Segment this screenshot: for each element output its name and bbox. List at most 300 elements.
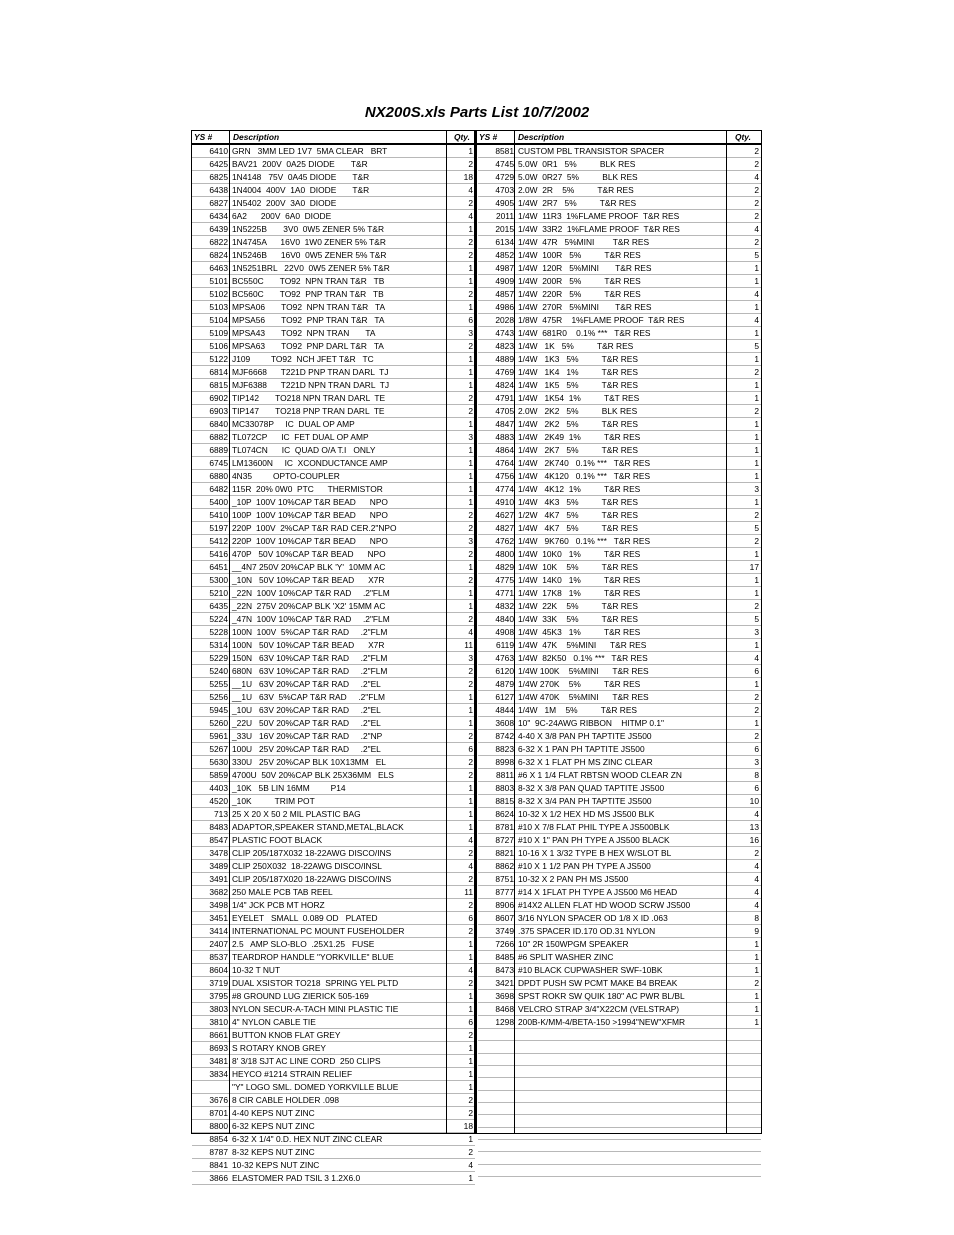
part-description: 1/4W 10K0 1% T&R RES — [516, 548, 727, 561]
part-description: 100U 25V 20%CAP T&R RAD .2"EL — [230, 743, 447, 756]
part-description: 10-32 KEPS NUT ZINC — [230, 1159, 447, 1172]
part-quantity: 1 — [447, 808, 475, 821]
part-number: 5224 — [192, 613, 230, 626]
part-number: 6127 — [478, 691, 516, 704]
part-quantity: 4 — [727, 860, 761, 873]
part-quantity: 2 — [727, 210, 761, 223]
part-quantity: 6 — [447, 912, 475, 925]
part-quantity: 4 — [447, 964, 475, 977]
part-description: __1U 63V 5%CAP T&R RAD .2"FLM — [230, 691, 447, 704]
part-quantity: 2 — [447, 158, 475, 171]
table-row — [478, 418, 761, 431]
part-quantity: 2 — [447, 899, 475, 912]
table-row — [478, 353, 761, 366]
part-quantity: 2 — [727, 535, 761, 548]
part-description: 8-32 X 3/8 PAN QUAD TAPTITE JS500 — [516, 782, 727, 795]
table-row — [192, 1172, 475, 1185]
part-quantity: 1 — [447, 1003, 475, 1016]
part-quantity: 3 — [727, 626, 761, 639]
table-row — [192, 925, 475, 938]
part-description — [516, 1103, 727, 1115]
part-number: 4852 — [478, 249, 516, 262]
part-quantity: 2 — [447, 1107, 475, 1120]
part-quantity — [727, 1053, 761, 1065]
part-number: 4844 — [478, 704, 516, 717]
part-description: 10-32 X 1/2 HEX HD MS JS500 BLK — [516, 808, 727, 821]
part-description: #6 SPLIT WASHER ZINC — [516, 951, 727, 964]
part-number: 6745 — [192, 457, 230, 470]
part-number: 4762 — [478, 535, 516, 548]
table-row — [192, 548, 475, 561]
table-row — [478, 184, 761, 197]
part-description: 250 MALE PCB TAB REEL — [230, 886, 447, 899]
part-quantity: 1 — [727, 457, 761, 470]
table-row — [478, 1164, 761, 1176]
table-row — [478, 847, 761, 860]
part-description: 1/4W 2K7 5% T&R RES — [516, 444, 727, 457]
part-description: INTERNATIONAL PC MOUNT FUSEHOLDER — [230, 925, 447, 938]
table-row — [192, 509, 475, 522]
part-description — [516, 1066, 727, 1078]
part-description: 3/16 NYLON SPACER OD 1/8 X ID .063 — [516, 912, 727, 925]
table-row — [478, 977, 761, 990]
part-description: CUSTOM PBL TRANSISTOR SPACER — [516, 145, 727, 158]
part-description: 220P 100V 2%CAP T&R RAD CER.2"NPO — [230, 522, 447, 535]
part-description: 1/4W 14K0 1% T&R RES — [516, 574, 727, 587]
part-description: 10" 2R 150WPGM SPEAKER — [516, 938, 727, 951]
part-description: 4" NYLON CABLE TIE — [230, 1016, 447, 1029]
part-number: 3810 — [192, 1016, 230, 1029]
part-description: 1/4W 33K 5% T&R RES — [516, 613, 727, 626]
table-row — [478, 951, 761, 964]
table-row — [478, 197, 761, 210]
part-description: #10 X 1" PAN PH TYPE A JS500 BLACK — [516, 834, 727, 847]
part-quantity — [727, 1152, 761, 1164]
part-quantity: 1 — [727, 418, 761, 431]
table-row — [478, 782, 761, 795]
part-quantity: 4 — [727, 288, 761, 301]
part-number: 4745 — [478, 158, 516, 171]
part-number: 8742 — [478, 730, 516, 743]
part-quantity: 2 — [447, 1094, 475, 1107]
part-quantity: 1 — [727, 1003, 761, 1016]
part-number: 8800 — [192, 1120, 230, 1133]
part-quantity: 2 — [447, 613, 475, 626]
part-description: 1/4W 270K 5% T&R RES — [516, 678, 727, 691]
part-number: 4743 — [478, 327, 516, 340]
table-row — [478, 561, 761, 574]
part-quantity: 17 — [727, 561, 761, 574]
part-quantity: 1 — [727, 262, 761, 275]
part-number: 4764 — [478, 457, 516, 470]
part-description: 1N5402 200V 3A0 DIODE — [230, 197, 447, 210]
table-row — [192, 964, 475, 977]
part-description: GRN 3MM LED 1V7 5MA CLEAR BRT — [230, 145, 447, 158]
part-number: 4829 — [478, 561, 516, 574]
part-number — [478, 1127, 516, 1139]
table-row — [192, 717, 475, 730]
part-description: 1/4W 120R 5%MINI T&R RES — [516, 262, 727, 275]
part-description: __4N7 250V 20%CAP BLK 'Y' 10MM AC — [230, 561, 447, 574]
part-number: 4879 — [478, 678, 516, 691]
part-quantity: 2 — [727, 600, 761, 613]
part-description: 100P 100V 10%CAP T&R BEAD NPO — [230, 509, 447, 522]
part-description: _10P 100V 10%CAP T&R BEAD NPO — [230, 496, 447, 509]
column-rule — [726, 131, 727, 1133]
part-number: 4864 — [478, 444, 516, 457]
part-number — [478, 1164, 516, 1176]
part-quantity: 1 — [447, 782, 475, 795]
table-row — [478, 795, 761, 808]
part-quantity — [727, 1164, 761, 1176]
part-quantity: 3 — [447, 431, 475, 444]
part-quantity: 9 — [727, 925, 761, 938]
part-number: 4883 — [478, 431, 516, 444]
table-row — [192, 730, 475, 743]
part-description: 1/4W 4K3 5% T&R RES — [516, 496, 727, 509]
part-number — [478, 1066, 516, 1078]
part-number: 5109 — [192, 327, 230, 340]
part-description: DPDT PUSH SW PCMT MAKE B4 BREAK — [516, 977, 727, 990]
part-number: 4910 — [478, 496, 516, 509]
part-quantity: 3 — [447, 327, 475, 340]
part-quantity: 4 — [727, 899, 761, 912]
part-description: "Y" LOGO SML. DOMED YORKVILLE BLUE — [230, 1081, 447, 1094]
table-row — [478, 1152, 761, 1164]
table-row — [478, 366, 761, 379]
part-number: 6439 — [192, 223, 230, 236]
part-quantity: 2 — [447, 1146, 475, 1159]
table-row — [192, 704, 475, 717]
table-row — [192, 353, 475, 366]
part-number: 4791 — [478, 392, 516, 405]
part-description: S ROTARY KNOB GREY — [230, 1042, 447, 1055]
table-row — [192, 535, 475, 548]
part-quantity: 4 — [727, 314, 761, 327]
part-quantity — [727, 1115, 761, 1127]
part-number: 6438 — [192, 184, 230, 197]
table-row — [478, 249, 761, 262]
part-description: MPSA56 TO92 PNP TRAN T&R TA — [230, 314, 447, 327]
table-row — [478, 327, 761, 340]
part-number: 4703 — [478, 184, 516, 197]
part-description: 2.0W 2K2 5% BLK RES — [516, 405, 727, 418]
table-row — [478, 145, 761, 158]
part-description: DUAL XSISTOR TO218 SPRING YEL PLTD — [230, 977, 447, 990]
part-description: ELASTOMER PAD TSIL 3 1.2X6.0 — [230, 1172, 447, 1185]
table-row — [192, 951, 475, 964]
part-quantity: 1 — [447, 1068, 475, 1081]
part-quantity: 1 — [447, 366, 475, 379]
part-number: 4832 — [478, 600, 516, 613]
part-quantity: 2 — [727, 366, 761, 379]
part-description: #6 X 1 1/4 FLAT RBTSN WOOD CLEAR ZN — [516, 769, 727, 782]
part-quantity: 1 — [447, 990, 475, 1003]
part-number: 3803 — [192, 1003, 230, 1016]
part-description: 1/4W 33R2 1%FLAME PROOF T&R RES — [516, 223, 727, 236]
part-description: 10-32 T NUT — [230, 964, 447, 977]
table-row — [478, 873, 761, 886]
table-row — [478, 1016, 761, 1029]
table-row — [192, 1055, 475, 1068]
table-row — [192, 600, 475, 613]
part-quantity: 1 — [447, 379, 475, 392]
part-number: 6482 — [192, 483, 230, 496]
part-number: 4905 — [478, 197, 516, 210]
table-row — [192, 405, 475, 418]
part-quantity: 4 — [447, 626, 475, 639]
table-row — [192, 431, 475, 444]
part-quantity: 1 — [727, 444, 761, 457]
part-number: 3491 — [192, 873, 230, 886]
part-number: 4800 — [478, 548, 516, 561]
part-quantity — [727, 1127, 761, 1139]
part-number: 3795 — [192, 990, 230, 1003]
table-row — [192, 652, 475, 665]
part-quantity: 4 — [447, 1159, 475, 1172]
part-quantity: 1 — [727, 938, 761, 951]
header-ys-left: YS # — [194, 132, 213, 142]
header-qty-left: Qty. — [454, 132, 470, 142]
part-quantity: 4 — [727, 223, 761, 236]
part-number: 2015 — [478, 223, 516, 236]
part-description: 1/4W 45K3 1% T&R RES — [516, 626, 727, 639]
part-quantity — [727, 1078, 761, 1090]
part-number: 3478 — [192, 847, 230, 860]
part-quantity: 1 — [727, 717, 761, 730]
page-title: NX200S.xls Parts List 10/7/2002 — [364, 104, 590, 121]
part-number: 5229 — [192, 652, 230, 665]
column-rule — [514, 131, 515, 1133]
part-quantity: 1 — [727, 392, 761, 405]
table-row — [192, 314, 475, 327]
part-number: 5416 — [192, 548, 230, 561]
table-row — [192, 197, 475, 210]
part-number: 6902 — [192, 392, 230, 405]
part-number: 8701 — [192, 1107, 230, 1120]
part-description: 2.5 AMP SLO-BLO .25X1.25 FUSE — [230, 938, 447, 951]
table-row — [478, 912, 761, 925]
part-description: MC33078P IC DUAL OP AMP — [230, 418, 447, 431]
part-quantity: 1 — [447, 262, 475, 275]
part-description: MPSA06 TO92 NPN TRAN T&R TA — [230, 301, 447, 314]
part-description: 1/4W 1K4 1% T&R RES — [516, 366, 727, 379]
part-description: 1N4148 75V 0A45 DIODE T&R — [230, 171, 447, 184]
header-ys-right: YS # — [479, 132, 498, 142]
part-quantity — [727, 1041, 761, 1053]
part-number: 8624 — [478, 808, 516, 821]
part-quantity: 1 — [727, 470, 761, 483]
part-description: 1/4W 200R 5% T&R RES — [516, 275, 727, 288]
table-row — [478, 938, 761, 951]
part-quantity: 3 — [447, 535, 475, 548]
part-description: PLASTIC FOOT BLACK — [230, 834, 447, 847]
table-row — [478, 821, 761, 834]
part-quantity: 1 — [447, 1055, 475, 1068]
part-number: 8604 — [192, 964, 230, 977]
part-number: 8781 — [478, 821, 516, 834]
part-quantity: 1 — [727, 639, 761, 652]
table-row — [192, 1016, 475, 1029]
table-row — [478, 379, 761, 392]
part-number: 3451 — [192, 912, 230, 925]
table-row — [478, 1103, 761, 1115]
part-description: .375 SPACER ID.170 OD.31 NYLON — [516, 925, 727, 938]
part-description: 8 CIR CABLE HOLDER .098 — [230, 1094, 447, 1107]
part-number: 4909 — [478, 275, 516, 288]
table-row — [478, 730, 761, 743]
part-description: TL074CN IC QUAD O/A T.I ONLY — [230, 444, 447, 457]
table-row — [192, 379, 475, 392]
table-row — [192, 938, 475, 951]
table-row — [478, 678, 761, 691]
table-row — [192, 769, 475, 782]
part-description: 1/4W 270R 5%MINI T&R RES — [516, 301, 727, 314]
header-description-right: Description — [518, 132, 565, 142]
part-description: _22N 275V 20%CAP BLK 'X2' 15MM AC — [230, 600, 447, 613]
part-description: 8' 3/18 SJT AC LINE CORD 250 CLIPS — [230, 1055, 447, 1068]
part-description: 1/4W 470K 5%MINI T&R RES — [516, 691, 727, 704]
part-number: 8751 — [478, 873, 516, 886]
part-number: 5255 — [192, 678, 230, 691]
part-description: 115R 20% 0W0 PTC THERMISTOR — [230, 483, 447, 496]
part-number: 713 — [192, 808, 230, 821]
part-quantity: 4 — [447, 210, 475, 223]
part-description: 1/4W 4K12 1% T&R RES — [516, 483, 727, 496]
part-number: 8815 — [478, 795, 516, 808]
part-quantity: 2 — [727, 509, 761, 522]
part-description: HEYCO #1214 STRAIN RELIEF — [230, 1068, 447, 1081]
part-description: EYELET SMALL 0.089 OD PLATED — [230, 912, 447, 925]
table-row — [192, 860, 475, 873]
part-description: #10 BLACK CUPWASHER SWF-10BK — [516, 964, 727, 977]
table-row — [478, 1066, 761, 1078]
table-row — [478, 301, 761, 314]
part-number: 6814 — [192, 366, 230, 379]
part-quantity: 5 — [727, 249, 761, 262]
table-row — [478, 743, 761, 756]
part-description: #14X2 ALLEN FLAT HD WOOD SCRW JS500 — [516, 899, 727, 912]
table-row — [478, 522, 761, 535]
table-row — [478, 925, 761, 938]
table-row — [192, 522, 475, 535]
table-row — [478, 548, 761, 561]
table-row — [478, 704, 761, 717]
part-description: 330U 25V 20%CAP BLK 10X13MM EL — [230, 756, 447, 769]
part-description: 1/4W 4K7 5% T&R RES — [516, 522, 727, 535]
part-quantity: 1 — [447, 444, 475, 457]
part-number: 6840 — [192, 418, 230, 431]
part-description: MJF6668 T221D PNP TRAN DARL TJ — [230, 366, 447, 379]
part-description: 1/4W 1K54 1% T&T RES — [516, 392, 727, 405]
part-quantity: 4 — [447, 184, 475, 197]
part-description: 2.0W 2R 5% T&R RES — [516, 184, 727, 197]
part-description: SPST ROKR SW QUIK 180" AC PWR BL/BL — [516, 990, 727, 1003]
part-number: 5961 — [192, 730, 230, 743]
table-row — [192, 236, 475, 249]
part-description: TEARDROP HANDLE "YORKVILLE" BLUE — [230, 951, 447, 964]
part-quantity: 1 — [447, 704, 475, 717]
part-description — [516, 1053, 727, 1065]
part-number: 4729 — [478, 171, 516, 184]
part-quantity: 2 — [447, 509, 475, 522]
part-number: 6882 — [192, 431, 230, 444]
table-row — [192, 665, 475, 678]
part-quantity — [727, 1103, 761, 1115]
table-row — [192, 1042, 475, 1055]
part-description: 6-32 X 1/4" 0.D. HEX NUT ZINC CLEAR — [230, 1133, 447, 1146]
part-number: 8906 — [478, 899, 516, 912]
part-number: 3682 — [192, 886, 230, 899]
part-quantity: 2 — [727, 184, 761, 197]
parts-list-sheet — [191, 130, 762, 1183]
table-row — [478, 756, 761, 769]
table-row — [192, 1081, 475, 1094]
table-row — [192, 587, 475, 600]
part-quantity: 1 — [447, 691, 475, 704]
part-description — [516, 1152, 727, 1164]
part-number: 6434 — [192, 210, 230, 223]
part-quantity: 2 — [727, 145, 761, 158]
table-row — [192, 1146, 475, 1159]
part-number: 8998 — [478, 756, 516, 769]
part-quantity: 1 — [447, 795, 475, 808]
table-row — [192, 340, 475, 353]
part-number: 5410 — [192, 509, 230, 522]
part-number: 8693 — [192, 1042, 230, 1055]
part-description: _10U 63V 20%CAP T&R RAD .2"EL — [230, 704, 447, 717]
part-description: _10N 50V 10%CAP T&R BEAD X7R — [230, 574, 447, 587]
part-description — [516, 1115, 727, 1127]
part-number: 6463 — [192, 262, 230, 275]
part-quantity: 1 — [727, 574, 761, 587]
part-description — [516, 1140, 727, 1152]
table-row — [478, 444, 761, 457]
part-number: 3421 — [478, 977, 516, 990]
part-description: _47N 100V 10%CAP T&R RAD .2"FLM — [230, 613, 447, 626]
part-quantity: 4 — [447, 834, 475, 847]
part-description: 5.0W 0R27 5% BLK RES — [516, 171, 727, 184]
part-quantity: 2 — [727, 405, 761, 418]
part-number: 5103 — [192, 301, 230, 314]
part-description — [516, 1127, 727, 1139]
part-quantity: 2 — [447, 769, 475, 782]
table-row — [478, 652, 761, 665]
part-description: 1/4W 47R 5%MINI T&R RES — [516, 236, 727, 249]
part-number: 4847 — [478, 418, 516, 431]
part-description: TIP142 TO218 NPN TRAN DARL TE — [230, 392, 447, 405]
part-number: 1298 — [478, 1016, 516, 1029]
part-number: 8485 — [478, 951, 516, 964]
part-quantity: 8 — [727, 912, 761, 925]
part-number — [478, 1140, 516, 1152]
table-row — [478, 288, 761, 301]
part-number: 5210 — [192, 587, 230, 600]
part-quantity: 2 — [447, 574, 475, 587]
part-quantity: 8 — [727, 769, 761, 782]
table-row — [192, 158, 475, 171]
part-quantity: 6 — [447, 743, 475, 756]
part-quantity: 6 — [727, 782, 761, 795]
table-row — [192, 223, 475, 236]
part-number: 4774 — [478, 483, 516, 496]
part-description: 1/4" JCK PCB MT HORZ — [230, 899, 447, 912]
part-quantity: 1 — [447, 1081, 475, 1094]
part-number: 6824 — [192, 249, 230, 262]
part-description: 25 X 20 X 50 2 MIL PLASTIC BAG — [230, 808, 447, 821]
part-description: 200B-K/MM-4/BETA-150 >1994"NEW"XFMR — [516, 1016, 727, 1029]
part-number: 5122 — [192, 353, 230, 366]
